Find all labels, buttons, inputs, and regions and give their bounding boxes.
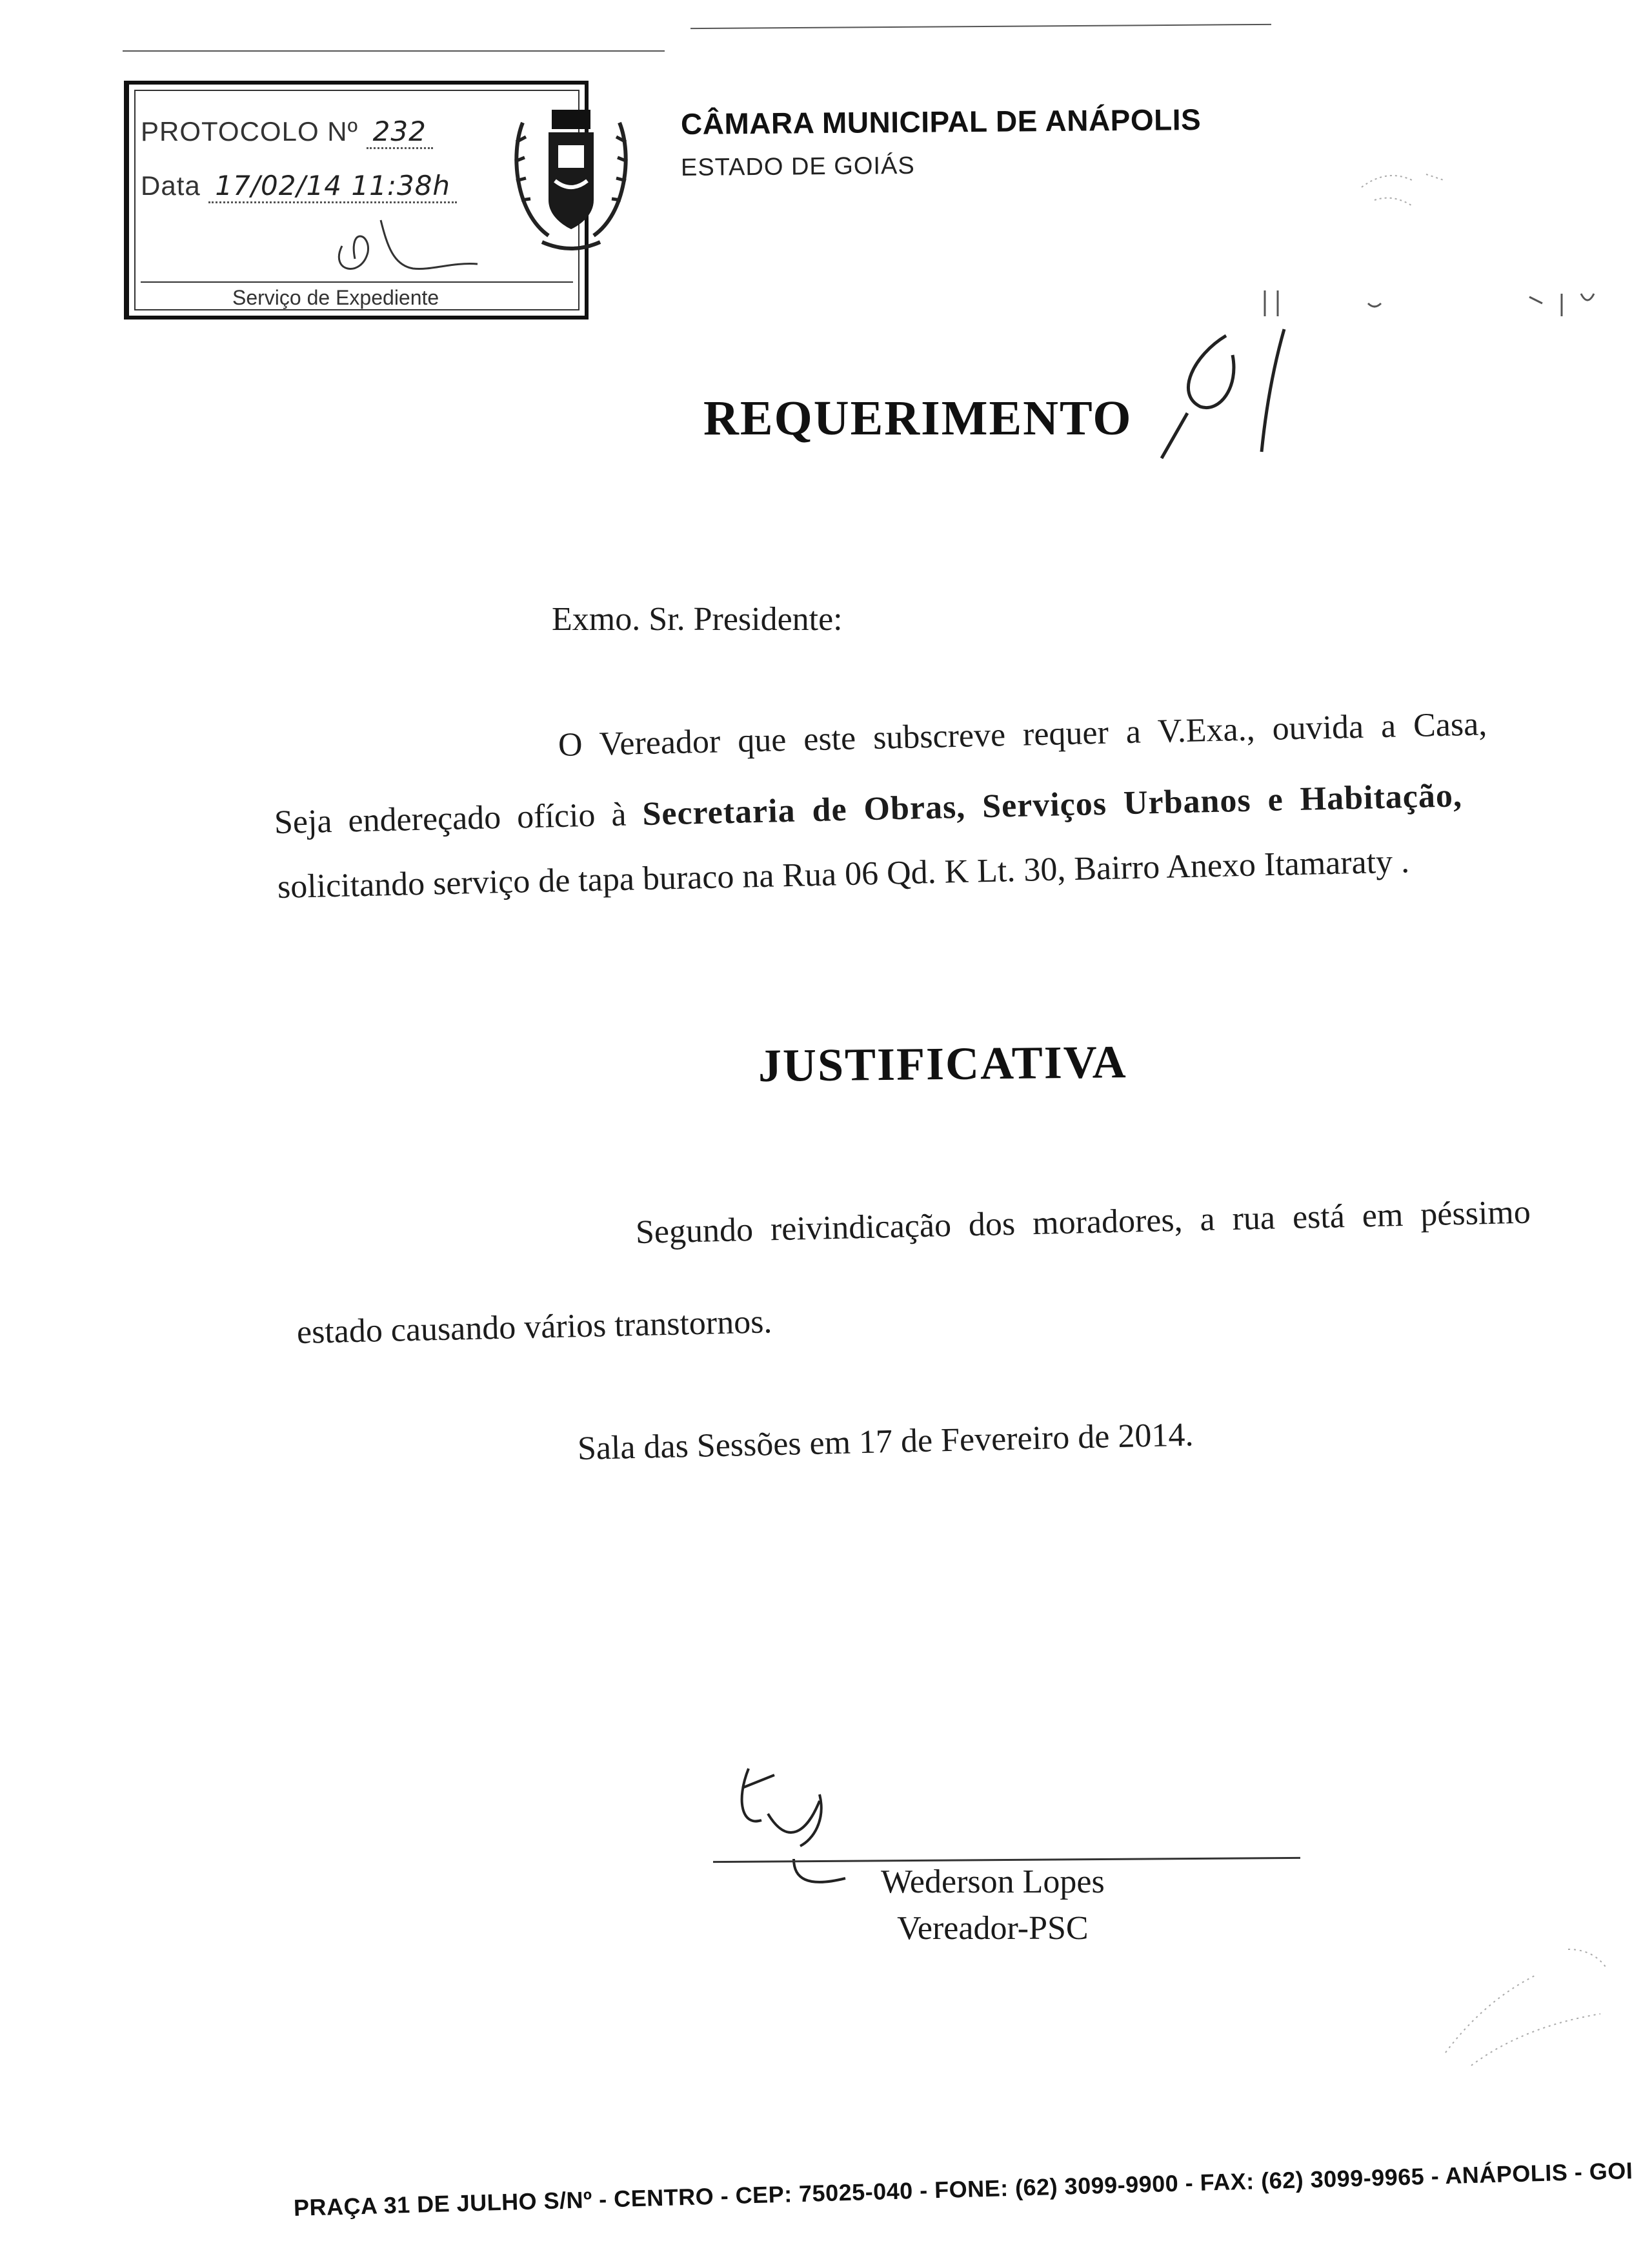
signer-role: Vereador-PSC xyxy=(897,1910,1089,1947)
justification-line-1: Segundo reivindicação dos moradores, a rua está em péssimo xyxy=(635,1193,1531,1251)
stamp-initials-signature xyxy=(323,207,490,285)
justification-title: JUSTIFICATIVA xyxy=(758,1036,1127,1091)
handwritten-page-number xyxy=(1142,310,1323,491)
scan-top-rule xyxy=(123,50,665,52)
organization-header xyxy=(680,102,1202,182)
stamp-date-label: Data xyxy=(141,170,201,201)
org-name: CÂMARA MUNICIPAL DE ANÁPOLIS xyxy=(680,102,1202,141)
justification-line-2: estado causando vários transtornos. xyxy=(296,1303,772,1351)
scan-top-rule-right xyxy=(690,24,1271,29)
stamp-protocol-number: 232 xyxy=(367,116,433,149)
request-line-1: O Vereador que este subscreve requer a V.Exa., ouvida a Casa, xyxy=(558,705,1487,764)
closing-date-line: Sala das Sessões em 17 de Fevereiro de 2014. xyxy=(577,1416,1194,1467)
faint-stamp-residue xyxy=(1349,148,1478,226)
stamp-signature-line xyxy=(141,281,573,283)
stamp-protocol-row xyxy=(141,116,433,147)
greeting: Exmo. Sr. Presidente: xyxy=(552,601,843,638)
request-line-2-prefix: Seja endereçado ofício à xyxy=(274,796,627,841)
municipal-coat-of-arms-icon xyxy=(503,97,639,258)
handwritten-signature xyxy=(723,1749,865,1898)
request-line-3: solicitando serviço de tapa buraco na Rua 06 Qd. K Lt. 30, Bairro Anexo Itamaraty . xyxy=(277,843,1410,906)
faint-bottom-stamp-residue xyxy=(1420,1923,1633,2091)
stamp-service-label: Serviço de Expediente xyxy=(232,286,439,309)
footer-address: PRAÇA 31 DE JULHO S/Nº - CENTRO - CEP: 75025-040 - FONE: (62) 3099-9900 - FAX: (62) 3099-9965 - ANÁPOLIS - GOI xyxy=(293,2157,1633,2221)
request-line-2-addressee: Secretaria de Obras, Serviços Urbanos e Habitação, xyxy=(641,777,1463,833)
stamp-date-value: 17/02/14 11:38h xyxy=(208,170,457,203)
stamp-protocol-label: PROTOCOLO Nº xyxy=(141,116,358,147)
org-state: ESTADO DE GOIÁS xyxy=(680,152,915,181)
signer-block xyxy=(881,1859,1105,1952)
document-title: REQUERIMENTO xyxy=(703,391,1133,445)
stamp-date-row xyxy=(141,170,457,201)
request-line-2 xyxy=(274,776,1462,842)
signer-name: Wederson Lopes xyxy=(881,1863,1105,1900)
